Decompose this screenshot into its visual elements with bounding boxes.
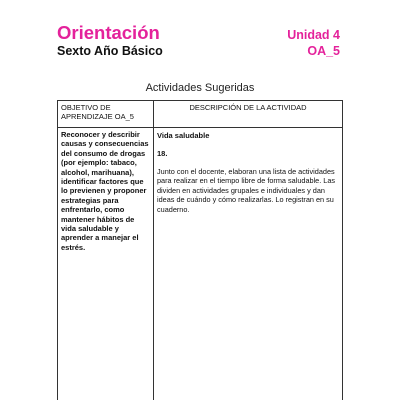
table-header-row [58,101,343,128]
subject-title: Orientación [57,22,160,43]
unit-label: Unidad 4 [287,28,340,42]
grade-label: Sexto Año Básico [57,44,163,58]
objective-cell [58,128,154,400]
section-title: Actividades Sugeridas [145,82,255,94]
table-row [58,128,343,400]
activity-text: Junto con el docente, elaboran una lista de actividades para realizar en el tiempo libre de forma saludable. Las dividen en actividades grupales e individuales y dan ideas de cuándo y cómo realizarlas. Lo registran en su cuaderno. [157,167,336,214]
activity-title: Vida saludable [157,131,210,140]
description-column-header: DESCRIPCIÓN DE LA ACTIVIDAD [154,101,343,128]
activity-number: 18. [157,149,168,158]
oa-code-label: OA_5 [307,44,340,58]
objective-text: Reconocer y describir causas y consecuencias del consumo de drogas (por ejemplo: tabaco, alcohol, marihuana), identificar factores que lo previenen y proponer estrategias para enfrentarlo, como mantener hábitos de vida saludable y aprender a manejar el estrés. [61,130,149,252]
activities-table [57,100,343,400]
description-cell [154,128,343,400]
objective-column-header: OBJETIVO DE APRENDIZAJE OA_5 [58,101,154,128]
